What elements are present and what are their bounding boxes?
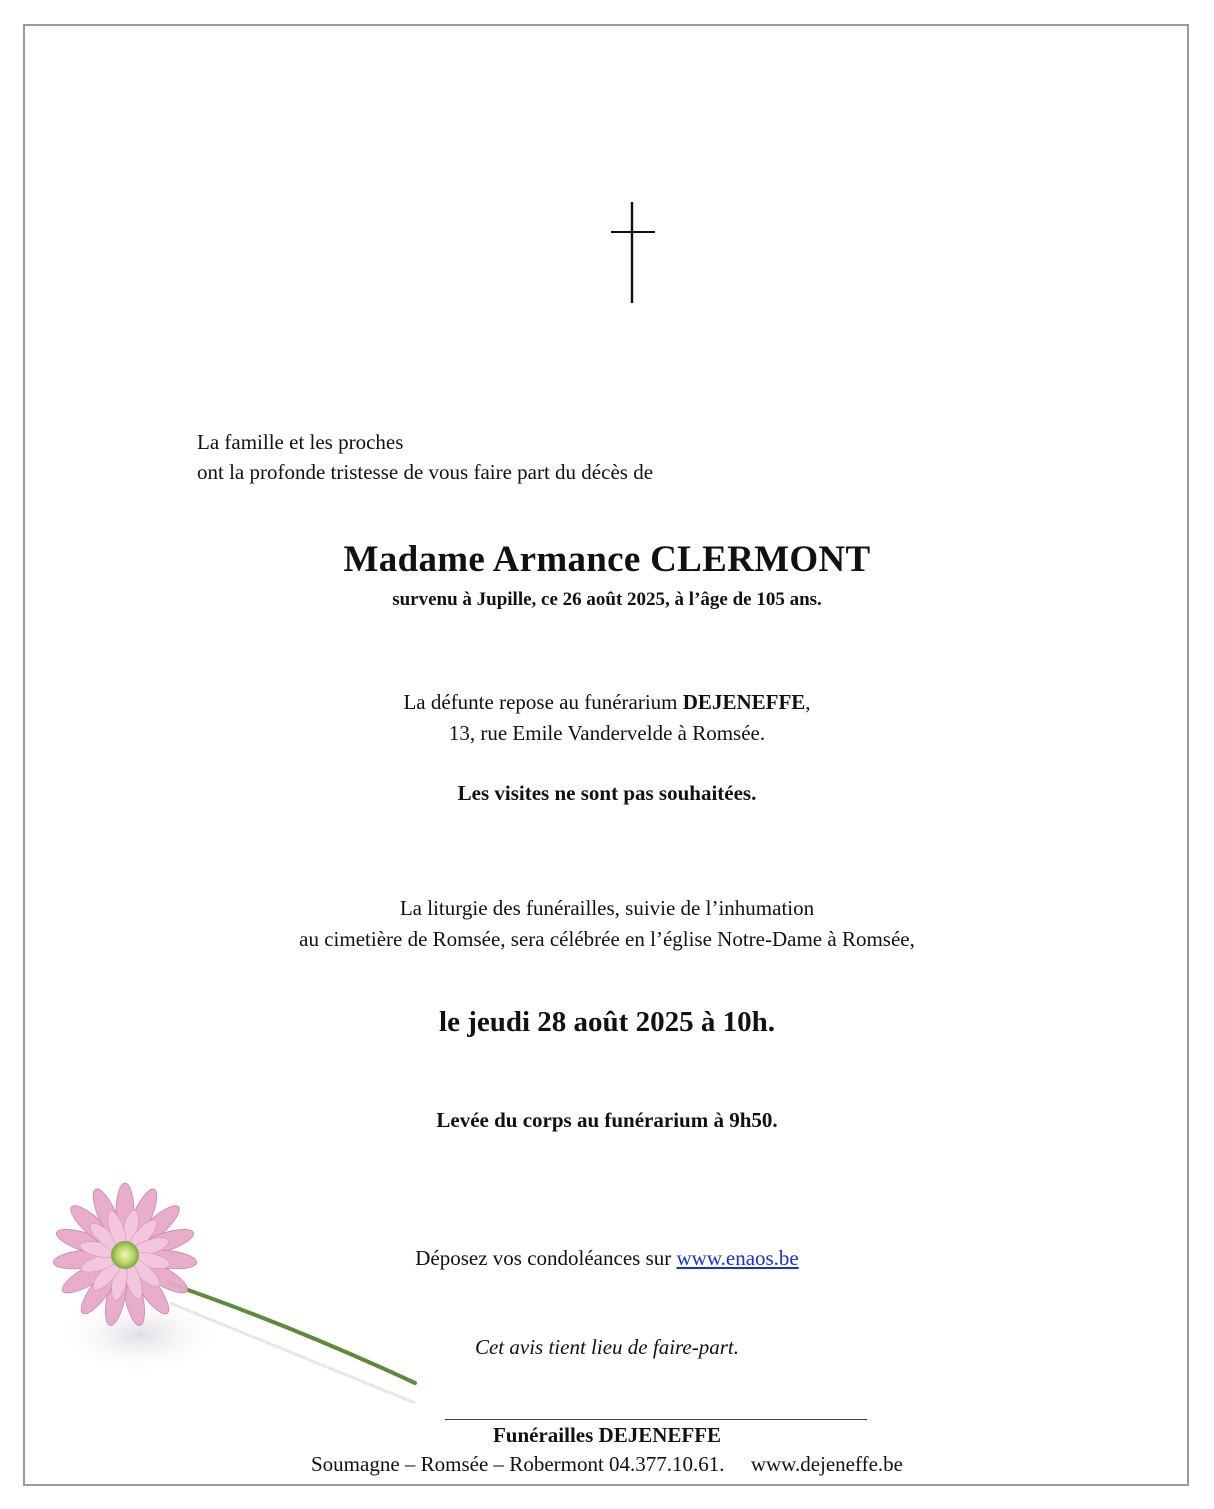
ceremony-date: le jeudi 28 août 2025 à 10h. — [439, 1006, 775, 1038]
repose-address: 13, rue Emile Vandervelde à Romsée. — [448, 721, 766, 745]
footer-website: www.dejeneffe.be — [750, 1452, 903, 1476]
footer-locations: Soumagne – Romsée – Robermont 04.377.10.61. — [311, 1452, 725, 1476]
liturgy-line-1: La liturgie des funérailles, suivie de l’inhumation — [399, 896, 815, 920]
condolences-prefix: Déposez vos condoléances sur — [415, 1246, 677, 1270]
intro-line-2: ont la profonde tristesse de vous faire part du décès de — [197, 460, 654, 484]
repose-line — [0, 690, 1214, 715]
repose-suffix: , — [805, 690, 811, 714]
footer-divider — [445, 1419, 867, 1420]
cross-icon — [610, 202, 656, 304]
footer-contact — [0, 1452, 1214, 1477]
footer-company: Funérailles DEJENEFFE — [492, 1423, 722, 1447]
levee-notice: Levée du corps au funérarium à 9h50. — [436, 1108, 778, 1132]
death-details: survenu à Jupille, ce 26 août 2025, à l’âge de 105 ans. — [392, 589, 822, 610]
flower-illustration — [30, 1175, 430, 1415]
funeral-home-name: DEJENEFFE — [682, 690, 806, 714]
condolences-link[interactable]: www.enaos.be — [676, 1246, 799, 1270]
repose-prefix: La défunte repose au funérarium — [403, 690, 683, 714]
visits-notice: Les visites ne sont pas souhaitées. — [457, 781, 757, 805]
deceased-name: Madame Armance CLERMONT — [343, 539, 871, 580]
liturgy-line-2: au cimetière de Romsée, sera célébrée en l’église Notre-Dame à Romsée, — [299, 927, 915, 951]
intro-line-1: La famille et les proches — [197, 430, 404, 454]
notice-text: Cet avis tient lieu de faire-part. — [474, 1335, 739, 1359]
